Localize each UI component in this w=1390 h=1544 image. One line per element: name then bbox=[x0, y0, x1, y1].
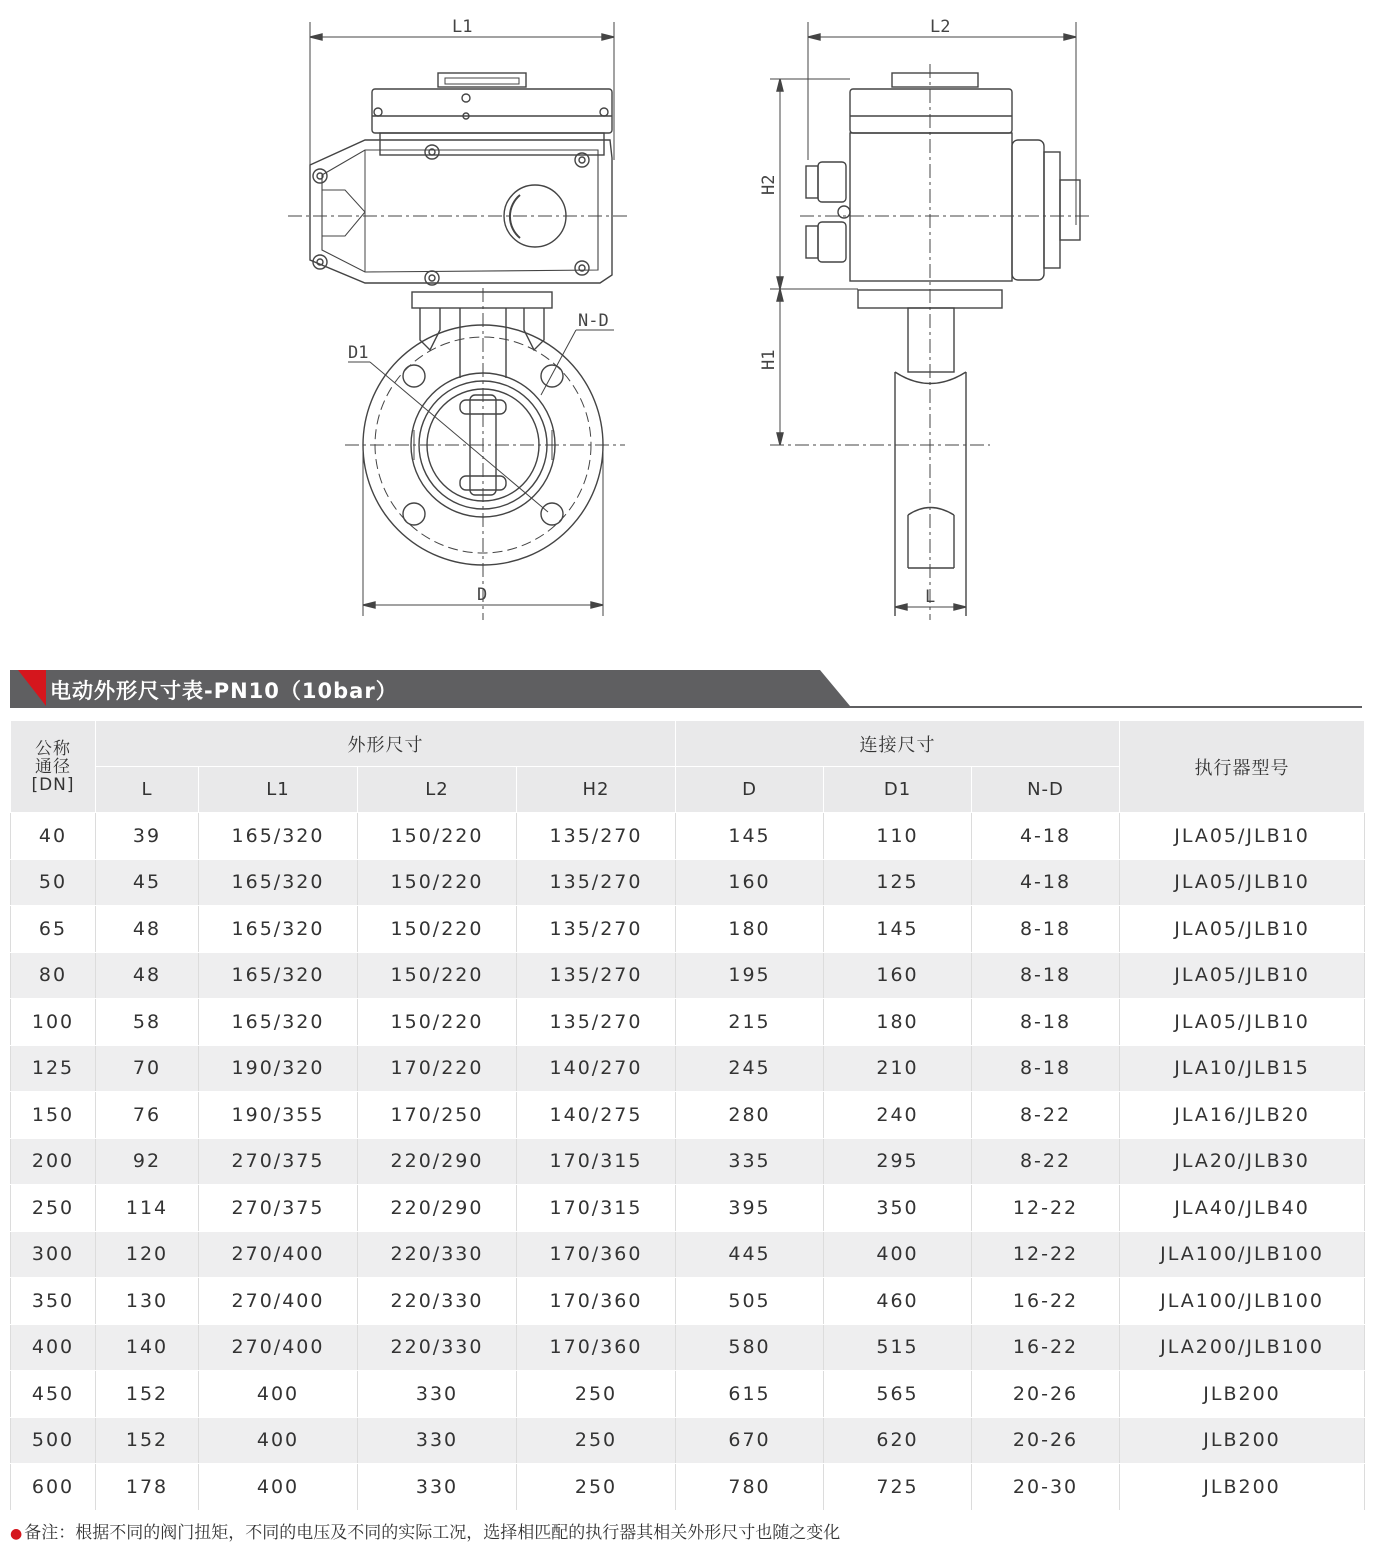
table-cell: 150 bbox=[11, 1092, 96, 1139]
table-cell: 295 bbox=[824, 1138, 972, 1185]
table-cell: JLA100/JLB100 bbox=[1120, 1278, 1365, 1325]
table-cell: 565 bbox=[824, 1371, 972, 1418]
section-title: 电动外形尺寸表-PN10（10bar） bbox=[50, 679, 398, 703]
table-cell: 50 bbox=[11, 859, 96, 906]
table-row bbox=[11, 999, 1365, 1046]
table-cell: 170/360 bbox=[517, 1231, 676, 1278]
table-cell: 350 bbox=[11, 1278, 96, 1325]
table-cell: 8-18 bbox=[972, 999, 1120, 1046]
table-cell: 220/290 bbox=[358, 1185, 517, 1232]
table-cell: 270/400 bbox=[199, 1324, 358, 1371]
table-cell: 250 bbox=[517, 1417, 676, 1464]
table-cell: 140/275 bbox=[517, 1092, 676, 1139]
table-cell: 16-22 bbox=[972, 1324, 1120, 1371]
table-cell: 120 bbox=[96, 1231, 199, 1278]
table-cell: 445 bbox=[676, 1231, 824, 1278]
table-cell: 8-18 bbox=[972, 906, 1120, 953]
table-row bbox=[11, 1371, 1365, 1418]
table-cell: 400 bbox=[11, 1324, 96, 1371]
table-cell: 125 bbox=[824, 859, 972, 906]
table-cell: 178 bbox=[96, 1464, 199, 1511]
table-cell: JLA05/JLB10 bbox=[1120, 906, 1365, 953]
table-cell: 670 bbox=[676, 1417, 824, 1464]
table-row bbox=[11, 1045, 1365, 1092]
table-cell: 330 bbox=[358, 1417, 517, 1464]
table-cell: 65 bbox=[11, 906, 96, 953]
table-cell: 400 bbox=[824, 1231, 972, 1278]
table-cell: 150/220 bbox=[358, 813, 517, 860]
header-col-d: D bbox=[676, 767, 824, 813]
table-cell: JLB200 bbox=[1120, 1371, 1365, 1418]
table-cell: 45 bbox=[96, 859, 199, 906]
table-cell: 150/220 bbox=[358, 859, 517, 906]
table-cell: 395 bbox=[676, 1185, 824, 1232]
table-cell: 8-22 bbox=[972, 1092, 1120, 1139]
dim-label-l2: L2 bbox=[930, 17, 951, 37]
table-cell: JLB200 bbox=[1120, 1464, 1365, 1511]
table-cell: 400 bbox=[199, 1417, 358, 1464]
table-cell: 600 bbox=[11, 1464, 96, 1511]
table-row bbox=[11, 1092, 1365, 1139]
header-dn-line2: 通径 bbox=[35, 756, 71, 777]
table-cell: 152 bbox=[96, 1417, 199, 1464]
table-row bbox=[11, 1278, 1365, 1325]
technical-drawing bbox=[0, 0, 1390, 660]
table-body bbox=[11, 813, 1365, 1511]
table-cell: 215 bbox=[676, 999, 824, 1046]
table-cell: 505 bbox=[676, 1278, 824, 1325]
table-cell: 135/270 bbox=[517, 813, 676, 860]
table-cell: 48 bbox=[96, 906, 199, 953]
table-cell: 100 bbox=[11, 999, 96, 1046]
table-cell: 335 bbox=[676, 1138, 824, 1185]
header-col-nd: N-D bbox=[972, 767, 1120, 813]
front-view bbox=[288, 17, 630, 620]
table-cell: 152 bbox=[96, 1371, 199, 1418]
table-row bbox=[11, 1417, 1365, 1464]
header-connection-group: 连接尺寸 bbox=[676, 721, 1120, 767]
table-cell: 135/270 bbox=[517, 859, 676, 906]
table-cell: 125 bbox=[11, 1045, 96, 1092]
table-cell: 460 bbox=[824, 1278, 972, 1325]
table-cell: 250 bbox=[517, 1464, 676, 1511]
table-cell: 20-26 bbox=[972, 1417, 1120, 1464]
table-row bbox=[11, 813, 1365, 860]
table-cell: 70 bbox=[96, 1045, 199, 1092]
table-cell: 400 bbox=[199, 1371, 358, 1418]
table-cell: 450 bbox=[11, 1371, 96, 1418]
table-cell: 140/270 bbox=[517, 1045, 676, 1092]
table-cell: 170/250 bbox=[358, 1092, 517, 1139]
header-dn-line1: 公称 bbox=[35, 738, 71, 759]
table-cell: 130 bbox=[96, 1278, 199, 1325]
table-cell: 135/270 bbox=[517, 999, 676, 1046]
dim-label-l1: L1 bbox=[452, 17, 473, 37]
table-row bbox=[11, 1324, 1365, 1371]
header-dn bbox=[11, 721, 96, 813]
table-cell: 16-22 bbox=[972, 1278, 1120, 1325]
header-col-h2: H2 bbox=[517, 767, 676, 813]
section-title-bar bbox=[10, 670, 1362, 710]
header-col-l2: L2 bbox=[358, 767, 517, 813]
table-cell: 270/375 bbox=[199, 1185, 358, 1232]
header-dn-line3: [DN] bbox=[31, 774, 75, 795]
dim-label-h1: H1 bbox=[759, 349, 779, 370]
table-cell: 780 bbox=[676, 1464, 824, 1511]
table-cell: 170/360 bbox=[517, 1324, 676, 1371]
table-cell: JLA20/JLB30 bbox=[1120, 1138, 1365, 1185]
table-cell: 135/270 bbox=[517, 952, 676, 999]
table-cell: 500 bbox=[11, 1417, 96, 1464]
table-cell: 280 bbox=[676, 1092, 824, 1139]
table-cell: 220/330 bbox=[358, 1231, 517, 1278]
table-cell: 210 bbox=[824, 1045, 972, 1092]
valve-drawing-svg bbox=[0, 0, 1390, 660]
table-cell: 220/330 bbox=[358, 1278, 517, 1325]
header-actuator: 执行器型号 bbox=[1120, 721, 1365, 813]
table-row bbox=[11, 1231, 1365, 1278]
table-row bbox=[11, 859, 1365, 906]
table-cell: 350 bbox=[824, 1185, 972, 1232]
table-cell: 330 bbox=[358, 1464, 517, 1511]
footnote-bullet-icon: ● bbox=[10, 1526, 23, 1542]
table-cell: 150/220 bbox=[358, 952, 517, 999]
table-cell: 39 bbox=[96, 813, 199, 860]
title-underline bbox=[10, 706, 1362, 708]
header-col-l1: L1 bbox=[199, 767, 358, 813]
table-cell: 170/315 bbox=[517, 1185, 676, 1232]
table-cell: 145 bbox=[824, 906, 972, 953]
table-cell: 80 bbox=[11, 952, 96, 999]
table-cell: 725 bbox=[824, 1464, 972, 1511]
header-col-d1: D1 bbox=[824, 767, 972, 813]
table-row bbox=[11, 1138, 1365, 1185]
table-cell: 190/320 bbox=[199, 1045, 358, 1092]
table-cell: 170/220 bbox=[358, 1045, 517, 1092]
footnote bbox=[10, 1518, 840, 1543]
table-cell: 170/360 bbox=[517, 1278, 676, 1325]
table-cell: 200 bbox=[11, 1138, 96, 1185]
header-outline-group: 外形尺寸 bbox=[96, 721, 676, 767]
table-cell: 180 bbox=[676, 906, 824, 953]
table-row bbox=[11, 1464, 1365, 1511]
table-cell: JLA16/JLB20 bbox=[1120, 1092, 1365, 1139]
table-cell: 580 bbox=[676, 1324, 824, 1371]
table-cell: JLA05/JLB10 bbox=[1120, 952, 1365, 999]
table-cell: 12-22 bbox=[972, 1231, 1120, 1278]
table-cell: 135/270 bbox=[517, 906, 676, 953]
table-cell: 8-22 bbox=[972, 1138, 1120, 1185]
table-cell: 240 bbox=[824, 1092, 972, 1139]
table-cell: 195 bbox=[676, 952, 824, 999]
table-cell: JLA05/JLB10 bbox=[1120, 859, 1365, 906]
table-cell: 20-30 bbox=[972, 1464, 1120, 1511]
table-cell: 515 bbox=[824, 1324, 972, 1371]
footnote-text: 备注：根据不同的阀门扭矩，不同的电压及不同的实际工况，选择相匹配的执行器其相关外形尺寸也随之变化 bbox=[24, 1523, 841, 1543]
title-red-accent bbox=[18, 670, 46, 706]
table-cell: 160 bbox=[676, 859, 824, 906]
table-row bbox=[11, 952, 1365, 999]
table-cell: 150/220 bbox=[358, 906, 517, 953]
table-cell: 270/400 bbox=[199, 1231, 358, 1278]
table-cell: 165/320 bbox=[199, 952, 358, 999]
table-cell: 300 bbox=[11, 1231, 96, 1278]
table-row bbox=[11, 906, 1365, 953]
dim-label-d1: D1 bbox=[348, 343, 369, 363]
table-cell: 145 bbox=[676, 813, 824, 860]
table-cell: 114 bbox=[96, 1185, 199, 1232]
table-cell: 12-22 bbox=[972, 1185, 1120, 1232]
table-cell: 165/320 bbox=[199, 906, 358, 953]
table-cell: 615 bbox=[676, 1371, 824, 1418]
table-cell: 180 bbox=[824, 999, 972, 1046]
table-cell: JLA100/JLB100 bbox=[1120, 1231, 1365, 1278]
table-cell: 140 bbox=[96, 1324, 199, 1371]
table-cell: 8-18 bbox=[972, 1045, 1120, 1092]
table-cell: 245 bbox=[676, 1045, 824, 1092]
table-cell: 4-18 bbox=[972, 859, 1120, 906]
table-cell: 220/290 bbox=[358, 1138, 517, 1185]
dim-label-h2: H2 bbox=[759, 174, 779, 195]
header-col-l: L bbox=[96, 767, 199, 813]
table-cell: 620 bbox=[824, 1417, 972, 1464]
table-cell: 165/320 bbox=[199, 859, 358, 906]
table-cell: 165/320 bbox=[199, 813, 358, 860]
table-cell: 270/375 bbox=[199, 1138, 358, 1185]
table-cell: 8-18 bbox=[972, 952, 1120, 999]
table-cell: 58 bbox=[96, 999, 199, 1046]
table-cell: 190/355 bbox=[199, 1092, 358, 1139]
table-cell: 40 bbox=[11, 813, 96, 860]
table-cell: 165/320 bbox=[199, 999, 358, 1046]
table-cell: JLA200/JLB100 bbox=[1120, 1324, 1365, 1371]
dimension-table bbox=[10, 720, 1365, 1511]
table-cell: 92 bbox=[96, 1138, 199, 1185]
table-cell: 270/400 bbox=[199, 1278, 358, 1325]
dim-label-l: L bbox=[925, 587, 936, 607]
table-cell: 160 bbox=[824, 952, 972, 999]
table-cell: 110 bbox=[824, 813, 972, 860]
table-cell: 20-26 bbox=[972, 1371, 1120, 1418]
table-cell: JLA40/JLB40 bbox=[1120, 1185, 1365, 1232]
table-cell: 250 bbox=[11, 1185, 96, 1232]
table-cell: 250 bbox=[517, 1371, 676, 1418]
dim-label-d: D bbox=[477, 585, 488, 605]
table-cell: JLA05/JLB10 bbox=[1120, 999, 1365, 1046]
table-cell: JLB200 bbox=[1120, 1417, 1365, 1464]
table-cell: 400 bbox=[199, 1464, 358, 1511]
table-cell: JLA05/JLB10 bbox=[1120, 813, 1365, 860]
table-row bbox=[11, 1185, 1365, 1232]
side-view bbox=[759, 17, 1090, 620]
table-cell: 76 bbox=[96, 1092, 199, 1139]
dim-label-nd: N-D bbox=[578, 311, 609, 331]
table-cell: 48 bbox=[96, 952, 199, 999]
table-cell: 4-18 bbox=[972, 813, 1120, 860]
table-cell: 330 bbox=[358, 1371, 517, 1418]
table-cell: JLA10/JLB15 bbox=[1120, 1045, 1365, 1092]
table-cell: 170/315 bbox=[517, 1138, 676, 1185]
table-cell: 150/220 bbox=[358, 999, 517, 1046]
table-cell: 220/330 bbox=[358, 1324, 517, 1371]
